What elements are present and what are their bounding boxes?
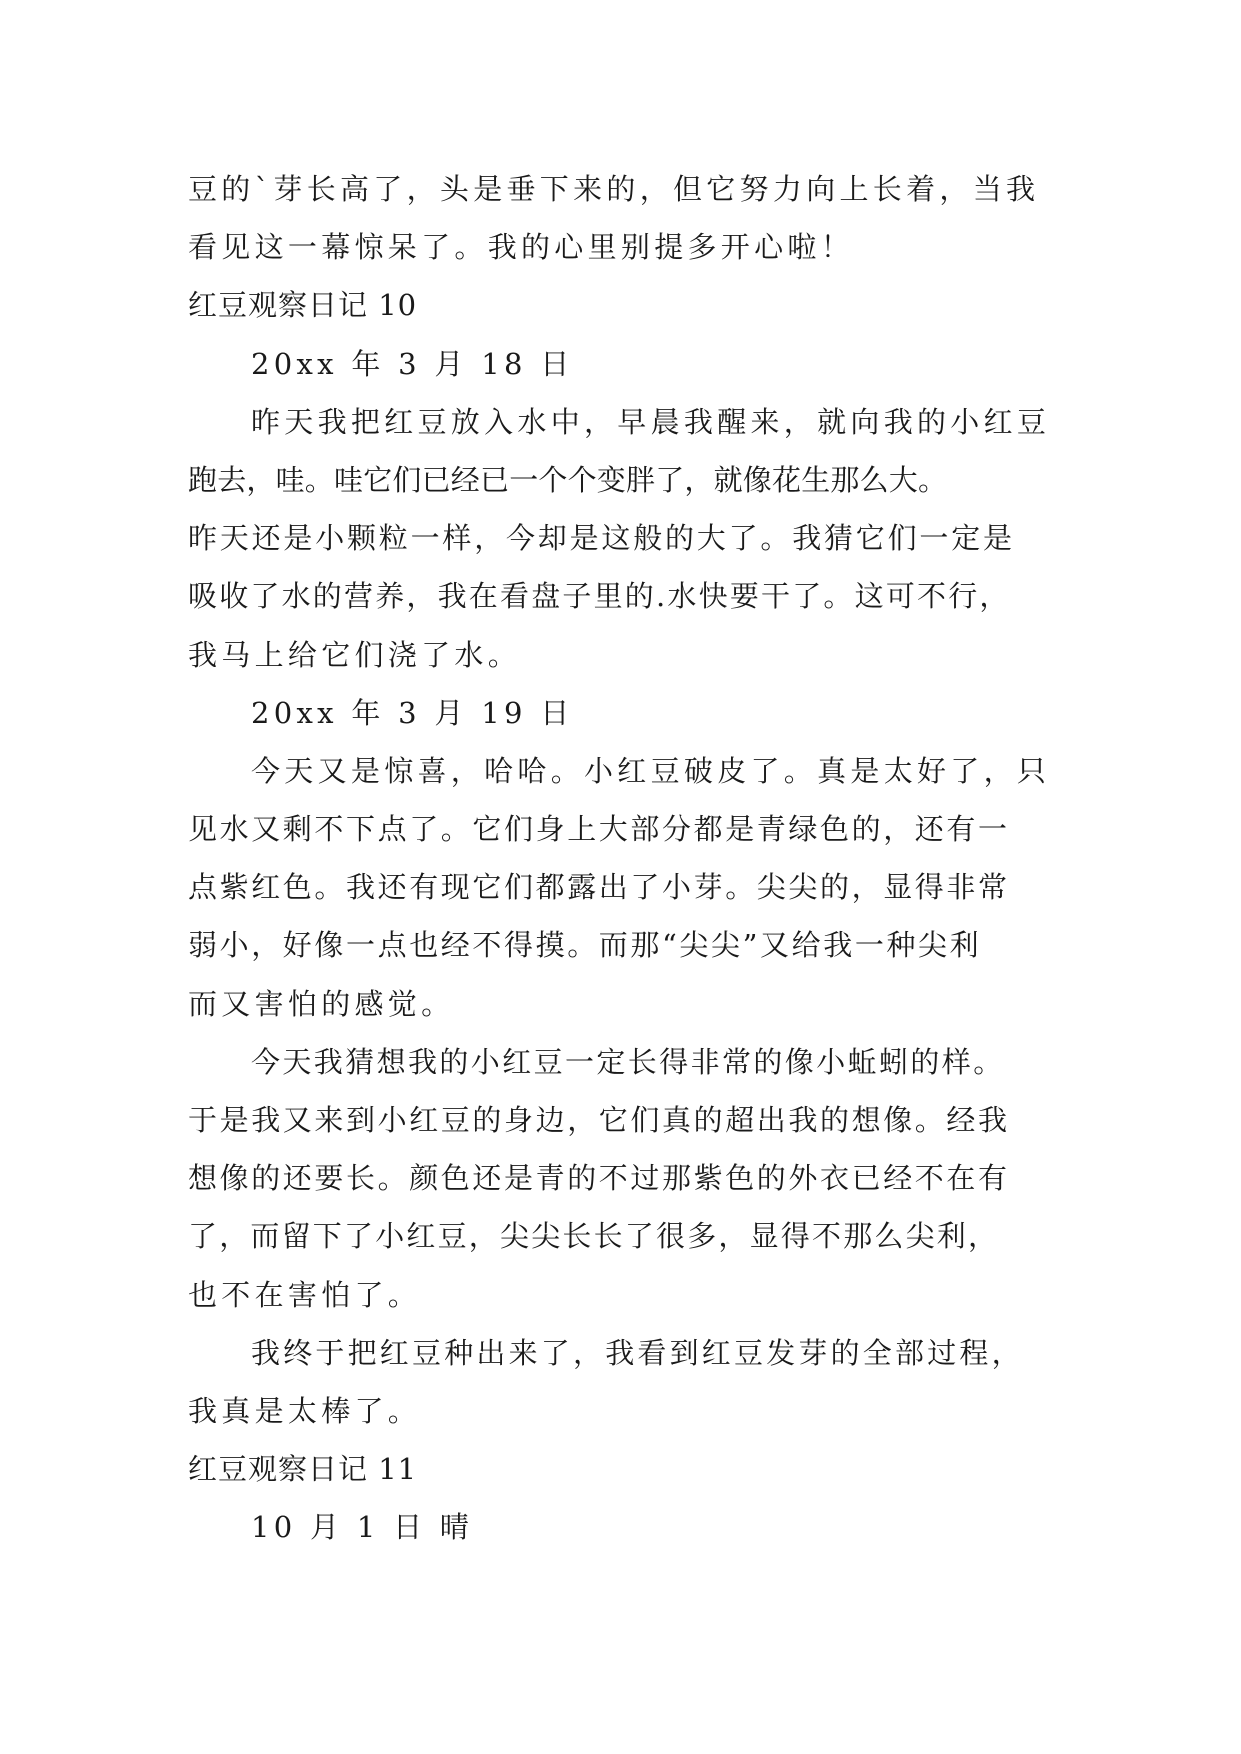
text-line: 我终于把红豆种出来了，我看到红豆发芽的全部过程， <box>251 1335 1024 1370</box>
text-line: 点紫红色。我还有现它们都露出了小芽。尖尖的，显得非常 <box>188 870 1010 905</box>
date-line: 10 月 1 日 晴 <box>251 1510 474 1545</box>
text-line: 也不在害怕了。 <box>188 1277 422 1312</box>
text-line: 吸收了水的营养，我在看盘子里的.水快要干了。这可不行， <box>188 579 1011 614</box>
text-line: 昨天我把红豆放入水中，早晨我醒来，就向我的小红豆 <box>251 404 1051 439</box>
text-line: 我马上给它们浇了水。 <box>188 637 522 672</box>
text-line: 看见这一幕惊呆了。我的心里别提多开心啦！ <box>188 230 855 265</box>
text-line: 昨天还是小颗粒一样，今却是这般的大了。我猜它们一定是 <box>188 521 1015 556</box>
text-line: 见水又剩不下点了。它们身上大部分都是青绿色的，还有一 <box>188 812 1010 847</box>
text-line: 而又害怕的感觉。 <box>188 986 455 1021</box>
text-line: 于是我又来到小红豆的身边，它们真的超出我的想像。经我 <box>188 1103 1010 1137</box>
document-page <box>188 160 1060 1557</box>
text-line: 豆的`芽长高了，头是垂下来的，但它努力向上长着，当我 <box>188 172 1040 206</box>
text-line: 了，而留下了小红豆，尖尖长长了很多，显得不那么尖利， <box>188 1219 1000 1254</box>
date-line: 20xx 年 3 月 19 日 <box>251 695 574 730</box>
text-line: 跑去，哇。哇它们已经已一个个变胖了，就像花生那么大。 <box>188 462 948 497</box>
text-line: 弱小，好像一点也经不得摸。而那“尖尖”又给我一种尖利 <box>188 928 982 963</box>
text-line: 我真是太棒了。 <box>188 1393 422 1428</box>
text-line: 今天我猜想我的小红豆一定长得非常的像小蚯蚓的样。 <box>251 1044 1005 1079</box>
text-line: 想像的还要长。颜色还是青的不过那紫色的外衣已经不在有 <box>188 1161 1010 1196</box>
text-line: 今天又是惊喜，哈哈。小红豆破皮了。真是太好了，只 <box>251 753 1051 788</box>
date-line: 20xx 年 3 月 18 日 <box>251 346 574 381</box>
section-heading: 红豆观察日记 11 <box>188 1452 418 1487</box>
section-heading: 红豆观察日记 10 <box>188 288 418 323</box>
